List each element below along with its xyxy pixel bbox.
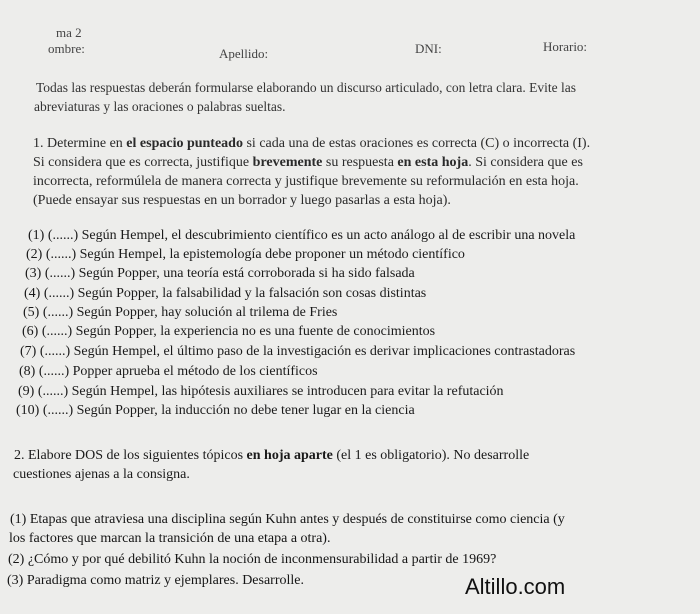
statement-item-7: (7) (......) Según Hempel, el último paso de la investigación es derivar implicaciones contrastadoras bbox=[20, 344, 576, 359]
statement-item-10: (10) (......) Según Popper, la inducción no debe tener lugar en la ciencia bbox=[16, 403, 415, 418]
altillo-watermark: Altillo.com bbox=[465, 574, 566, 599]
statement-item-5: (5) (......) Según Popper, hay solución al trilema de Fries bbox=[23, 305, 338, 320]
topic-1-line-1: (1) Etapas que atraviesa una disciplina según Kuhn antes y después de constituirse como ciencia (y bbox=[10, 512, 565, 527]
statement-item-2: (2) (......) Según Hempel, la epistemología debe proponer un método científico bbox=[26, 247, 465, 262]
instructions-line-1: Todas las respuestas deberán formularse elaborando un discurso articulado, con letra clara. Evite las bbox=[36, 80, 576, 95]
statement-item-3: (3) (......) Según Popper, una teoría está corroborada si ha sido falsada bbox=[25, 266, 415, 281]
exam-title: ma 2 bbox=[56, 25, 82, 40]
statement-item-9: (9) (......) Según Hempel, las hipótesis auxiliares se introducen para evitar la refutación bbox=[18, 384, 504, 399]
topic-3: (3) Paradigma como matriz y ejemplares. Desarrolle. bbox=[7, 573, 304, 588]
topic-1-line-2: los factores que marcan la transición de una etapa a otra). bbox=[9, 531, 331, 546]
statement-item-6: (6) (......) Según Popper, la experiencia no es una fuente de conocimientos bbox=[22, 324, 436, 339]
question-1-line-2: Si considera que es correcta, justifique brevemente su respuesta en esta hoja. Si considera que es bbox=[33, 155, 583, 170]
instructions-line-2: abreviaturas y las oraciones o palabras sueltas. bbox=[34, 99, 286, 114]
apellido-label: Apellido: bbox=[219, 46, 269, 61]
statement-item-1: (1) (......) Según Hempel, el descubrimiento científico es un acto análogo al de escribir una novela bbox=[28, 228, 576, 243]
statement-item-4: (4) (......) Según Popper, la falsabilidad y la falsación son cosas distintas bbox=[24, 286, 427, 301]
topic-2: (2) ¿Cómo y por qué debilitó Kuhn la noción de inconmensurabilidad a partir de 1969? bbox=[8, 552, 497, 567]
question-1-line-4: (Puede ensayar sus respuestas en un borrador y luego pasarlas a esta hoja). bbox=[33, 193, 451, 208]
question-1-line-1: 1. Determine en el espacio punteado si cada una de estas oraciones es correcta (C) o incorrecta (I). bbox=[33, 136, 591, 151]
dni-label: DNI: bbox=[415, 41, 442, 56]
statement-item-8: (8) (......) Popper aprueba el método de los científicos bbox=[19, 364, 318, 379]
horario-label: Horario: bbox=[543, 39, 588, 54]
nombre-label: ombre: bbox=[48, 41, 85, 56]
question-2-line-1: 2. Elabore DOS de los siguientes tópicos en hoja aparte (el 1 es obligatorio). No desarrolle bbox=[14, 448, 530, 463]
question-1-line-3: incorrecta, reformúlela de manera correcta y justifique brevemente su reformulación en esta hoja. bbox=[33, 174, 579, 189]
question-2-line-2: cuestiones ajenas a la consigna. bbox=[13, 467, 190, 482]
